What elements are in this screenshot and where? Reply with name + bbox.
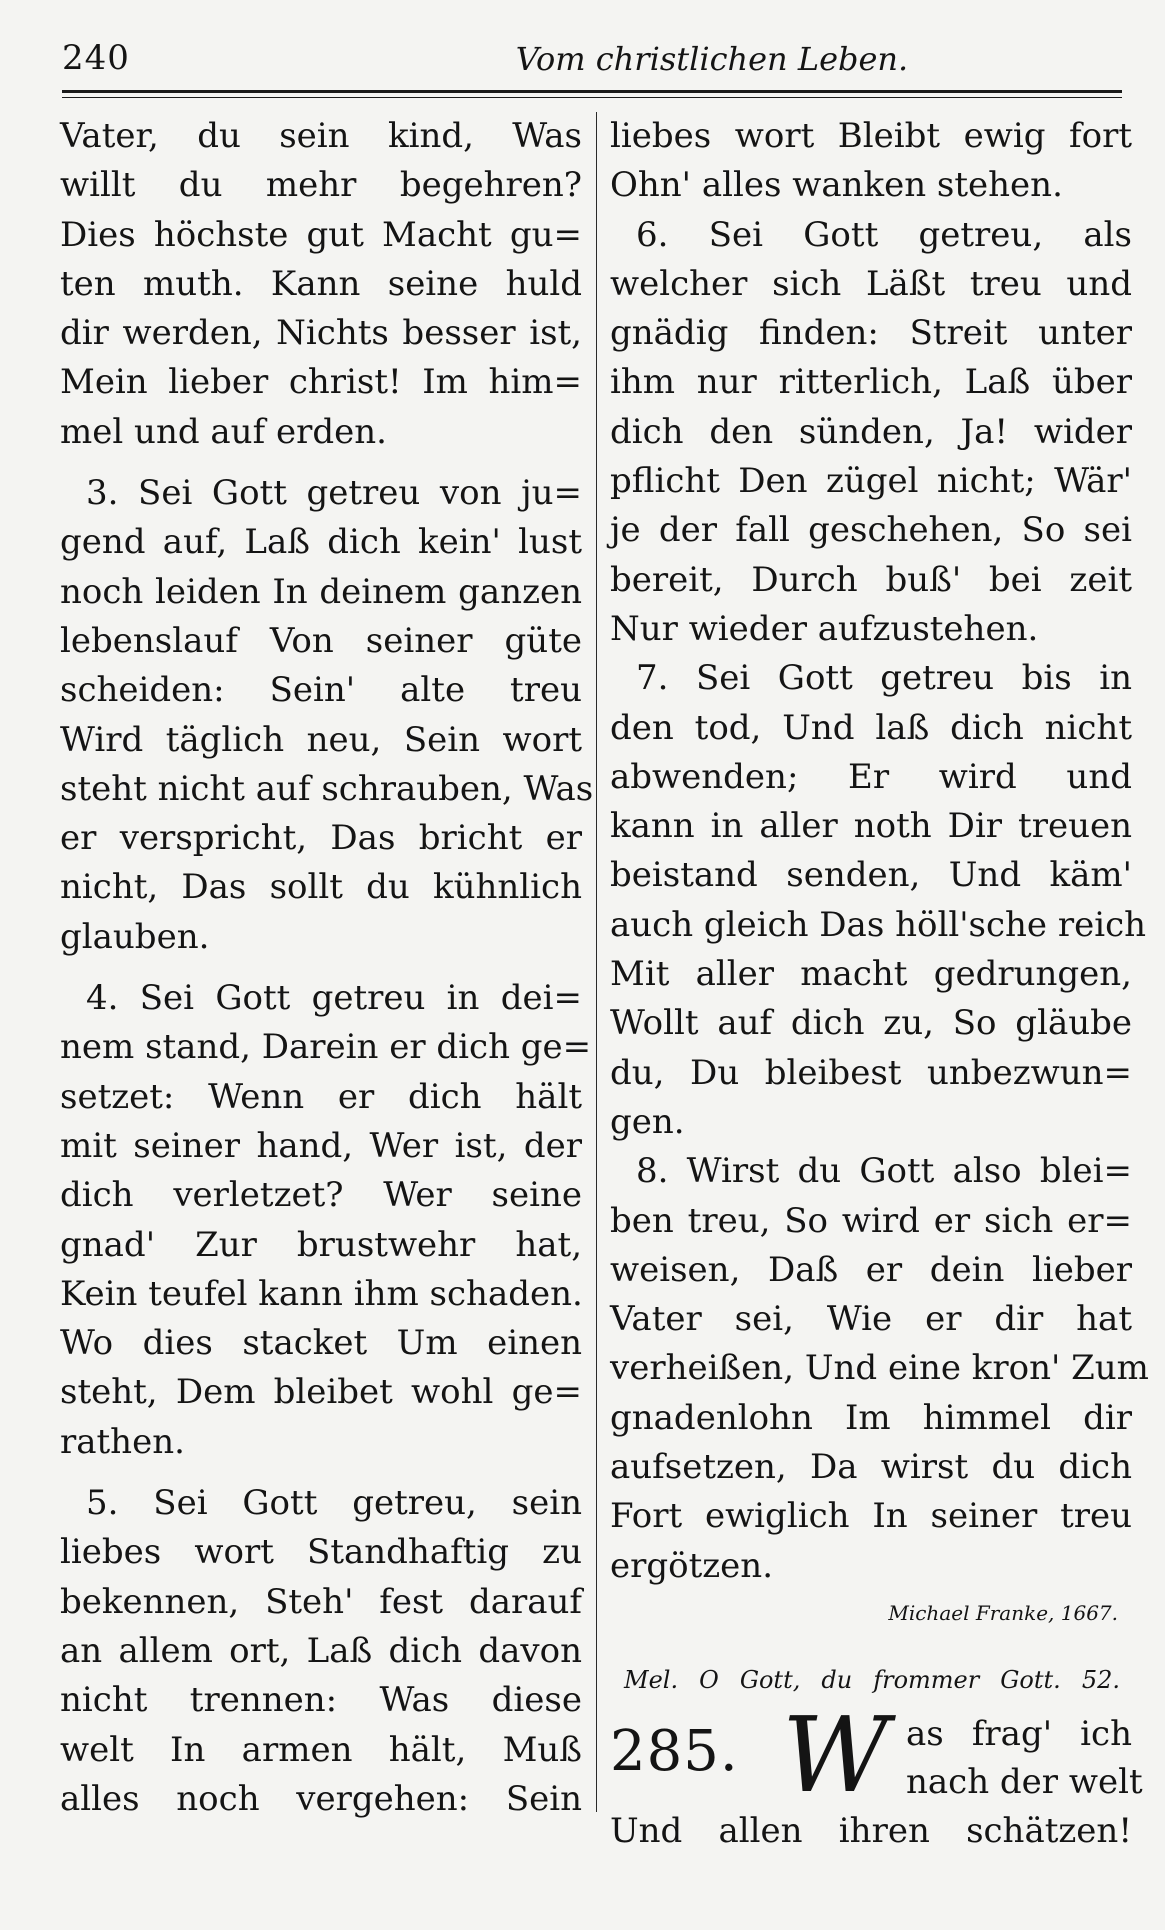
text-line: mit seiner hand, Wer ist, der xyxy=(60,1125,582,1166)
hymn-line: nach der welt xyxy=(906,1761,1143,1802)
left-column xyxy=(60,112,594,1824)
text-line: noch leiden In deinem ganzen xyxy=(60,571,582,612)
text-line: gnad' Zur brustwehr hat, xyxy=(60,1224,582,1265)
text-line: ten muth. Kann seine huld xyxy=(60,263,582,304)
text-line: je der fall geschehen, So sei xyxy=(610,510,1132,551)
text-line: Ohn' alles wanken stehen. xyxy=(610,165,1063,206)
verse-5-start: 5. Sei Gott getreu, sein xyxy=(86,1483,582,1524)
text-line: gnadenlohn Im himmel dir xyxy=(610,1397,1132,1438)
author-attribution: Michael Franke, 1667. xyxy=(888,1600,1118,1625)
text-line: aufsetzen, Da wirst du dich xyxy=(610,1447,1132,1488)
text-line: Mein lieber christ! Im him= xyxy=(60,362,582,403)
melody-label: Mel. O Gott, du frommer Gott. xyxy=(624,1665,1061,1694)
text-line: mel und auf erden. xyxy=(60,411,387,452)
text-line: rathen. xyxy=(60,1421,185,1462)
text-line: gend auf, Laß dich kein' lust xyxy=(60,522,582,563)
text-line: du, Du bleibest unbezwun= xyxy=(610,1052,1132,1093)
text-line: liebes wort Standhaftig zu xyxy=(60,1532,582,1573)
text-line: nicht, Das sollt du kühnlich xyxy=(60,867,582,908)
text-line: dich den sünden, Ja! wider xyxy=(610,411,1132,452)
text-line: welcher sich Läßt treu und xyxy=(610,263,1132,304)
hymn-line: as frag' ich xyxy=(906,1713,1132,1754)
text-line: auch gleich Das höll'sche reich xyxy=(610,904,1147,945)
text-line: lebenslauf Von seiner güte xyxy=(60,620,582,661)
text-line: abwenden; Er wird und xyxy=(610,756,1132,797)
text-line: Wird täglich neu, Sein wort xyxy=(60,719,582,760)
header-rule-thin xyxy=(62,97,1122,98)
text-line: verheißen, Und eine kron' Zum xyxy=(610,1348,1149,1389)
text-line: Vater sei, Wie er dir hat xyxy=(610,1299,1132,1340)
text-line: Mit aller macht gedrungen, xyxy=(610,954,1132,995)
hymn-line: Und allen ihren schätzen! xyxy=(610,1810,1132,1851)
page-number: 240 xyxy=(62,38,130,78)
text-line: an allem ort, Laß dich davon xyxy=(60,1630,582,1671)
text-line: pflicht Den zügel nicht; Wär' xyxy=(610,461,1132,502)
text-line: gen. xyxy=(610,1101,685,1142)
text-line: kann in aller noth Dir treuen xyxy=(610,806,1132,847)
text-line: Wo dies stacket Um einen xyxy=(60,1323,582,1364)
text-line: gnädig finden: Streit unter xyxy=(610,313,1132,354)
text-line: welt In armen hält, Muß xyxy=(60,1729,582,1770)
verse-6-start: 6. Sei Gott getreu, als xyxy=(636,214,1132,255)
text-line: glauben. xyxy=(60,916,210,957)
text-line: den tod, Und laß dich nicht xyxy=(610,707,1132,748)
text-line: steht nicht auf schrauben, Was xyxy=(60,768,594,809)
text-line: er verspricht, Das bricht er xyxy=(60,818,582,859)
header-rule-thick xyxy=(62,90,1122,93)
text-line: willt du mehr begehren? xyxy=(60,165,582,206)
text-line: beistand senden, Und käm' xyxy=(610,855,1132,896)
running-head: Vom christlichen Leben. xyxy=(515,40,909,78)
text-line: Vater, du sein kind, Was xyxy=(60,116,582,156)
text-line: Kein teufel kann ihm schaden. xyxy=(60,1273,583,1314)
text-line: Nur wieder aufzustehen. xyxy=(610,608,1039,649)
text-line: liebes wort Bleibt ewig fort xyxy=(610,116,1132,156)
hymn-285-opening xyxy=(610,1693,1143,1816)
text-line: scheiden: Sein' alte treu xyxy=(60,670,582,711)
text-line: ergötzen. xyxy=(610,1545,774,1586)
text-line: Dies höchste gut Macht gu= xyxy=(60,214,582,255)
text-line: bekennen, Steh' fest darauf xyxy=(60,1581,582,1622)
text-line: bereit, Durch buß' bei zeit xyxy=(610,559,1132,600)
hymn-number: 285. xyxy=(610,1718,739,1784)
page-header xyxy=(62,38,1122,82)
melody-number: 52. xyxy=(1081,1665,1120,1694)
text-line: dich verletzet? Wer seine xyxy=(60,1175,582,1216)
drop-cap: W xyxy=(782,1693,889,1816)
text-line: weisen, Daß er dein lieber xyxy=(610,1249,1132,1290)
right-column xyxy=(610,112,1149,1856)
text-line: ben treu, So wird er sich er= xyxy=(610,1200,1132,1241)
verse-7-start: 7. Sei Gott getreu bis in xyxy=(636,658,1132,699)
text-line: Wollt auf dich zu, So gläube xyxy=(610,1003,1132,1044)
text-line: alles noch vergehen: Sein xyxy=(60,1778,582,1819)
verse-4-start: 4. Sei Gott getreu in dei= xyxy=(86,978,582,1019)
text-line: steht, Dem bleibet wohl ge= xyxy=(60,1372,582,1413)
verse-8-start: 8. Wirst du Gott also blei= xyxy=(636,1151,1132,1192)
text-line: Fort ewiglich In seiner treu xyxy=(610,1496,1132,1537)
column-divider xyxy=(596,112,597,1812)
text-line: nem stand, Darein er dich ge= xyxy=(60,1027,592,1068)
verse-3-start: 3. Sei Gott getreu von ju= xyxy=(86,473,582,514)
text-line: ihm nur ritterlich, Laß über xyxy=(610,362,1132,403)
text-line: dir werden, Nichts besser ist, xyxy=(60,313,582,354)
text-line: setzet: Wenn er dich hält xyxy=(60,1076,582,1117)
text-line: nicht trennen: Was diese xyxy=(60,1680,582,1721)
